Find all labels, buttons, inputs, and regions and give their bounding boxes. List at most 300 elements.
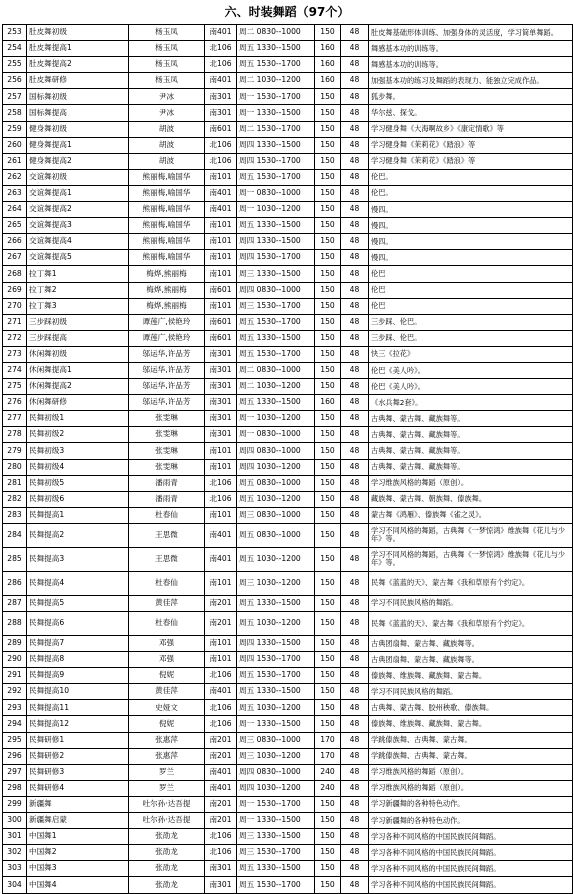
classroom: 南301 (205, 89, 237, 105)
teacher-name: 邬运华,许品芳 (129, 379, 205, 395)
course-description: 伦巴《美人吟》。 (369, 362, 573, 378)
course-number: 292 (3, 684, 27, 700)
table-row (3, 732, 573, 748)
teacher-name: 杜春仙 (129, 571, 205, 595)
teacher-name: 王思微 (129, 523, 205, 547)
teacher-name: 杨玉凤 (129, 25, 205, 41)
course-name: 休闲舞提高2 (27, 379, 129, 395)
table-row (3, 748, 573, 764)
course-description: 慢四。 (369, 202, 573, 218)
teacher-name: 熊丽梅,喻国华 (129, 218, 205, 234)
teacher-name: 黄佳萍 (129, 595, 205, 611)
classroom: 南301 (205, 395, 237, 411)
course-hours: 48 (341, 185, 369, 201)
table-row (3, 571, 573, 595)
table-row (3, 612, 573, 636)
course-hours: 48 (341, 829, 369, 845)
class-time: 周三 0830--1000 (237, 507, 315, 523)
course-description: 民舞《蓝蓝的天》、蒙古舞《我和草原有个约定》。 (369, 571, 573, 595)
course-description: 古典团扇舞、蒙古舞、藏族舞等。 (369, 652, 573, 668)
teacher-name: 梅烨,熊丽梅 (129, 266, 205, 282)
course-hours: 48 (341, 523, 369, 547)
course-number: 261 (3, 153, 27, 169)
course-hours: 48 (341, 105, 369, 121)
teacher-name: 杜春仙 (129, 507, 205, 523)
classroom: 南401 (205, 25, 237, 41)
course-description: 学习不同风格的舞蹈，古典舞《一梦惊鸿》维族舞《花儿与少年》等。 (369, 547, 573, 571)
course-description: 学习不同民族风格的舞蹈。 (369, 595, 573, 611)
class-time: 周三 1530--1700 (237, 845, 315, 861)
classroom: 南101 (205, 459, 237, 475)
course-hours: 48 (341, 153, 369, 169)
course-name: 交谊舞提高3 (27, 218, 129, 234)
class-time: 周四 1330--1500 (237, 636, 315, 652)
teacher-name: 胡波 (129, 137, 205, 153)
teacher-name: 杨玉凤 (129, 41, 205, 57)
course-name: 交谊舞提高4 (27, 234, 129, 250)
course-fee: 160 (315, 41, 341, 57)
course-number: 301 (3, 829, 27, 845)
course-hours: 48 (341, 379, 369, 395)
course-number: 278 (3, 427, 27, 443)
classroom: 南201 (205, 732, 237, 748)
course-fee: 150 (315, 89, 341, 105)
course-description: 古典舞、蒙古舞、藏族舞等。 (369, 443, 573, 459)
course-description: 古典舞、蒙古舞、藏族舞等。 (369, 427, 573, 443)
class-time: 周一 1530--1700 (237, 89, 315, 105)
table-row (3, 137, 573, 153)
course-fee: 150 (315, 491, 341, 507)
course-hours: 48 (341, 25, 369, 41)
course-number: 254 (3, 41, 27, 57)
class-time: 周五 0830--1000 (237, 475, 315, 491)
teacher-name: 倪妮 (129, 716, 205, 732)
course-name: 交谊舞初级 (27, 169, 129, 185)
course-hours: 48 (341, 764, 369, 780)
course-hours: 48 (341, 684, 369, 700)
course-number: 291 (3, 668, 27, 684)
course-number: 295 (3, 732, 27, 748)
classroom: 北106 (205, 829, 237, 845)
course-name: 三步踩初级 (27, 314, 129, 330)
course-fee: 150 (315, 523, 341, 547)
course-description: 学习新疆舞的各种特色动作。 (369, 813, 573, 829)
classroom: 南601 (205, 282, 237, 298)
class-time: 周三 1030--1200 (237, 748, 315, 764)
course-name: 民舞提高1 (27, 507, 129, 523)
class-time: 周五 1530--1700 (237, 668, 315, 684)
course-table (2, 24, 573, 894)
course-fee: 150 (315, 652, 341, 668)
course-number: 257 (3, 89, 27, 105)
teacher-name: 熊丽梅,喻国华 (129, 234, 205, 250)
teacher-name: 张劭龙 (129, 877, 205, 893)
table-row (3, 89, 573, 105)
course-hours: 48 (341, 41, 369, 57)
course-description: 学习健身舞《茉莉花》《踏浪》等 (369, 153, 573, 169)
course-name: 中国舞3 (27, 861, 129, 877)
course-fee: 150 (315, 684, 341, 700)
course-fee: 150 (315, 636, 341, 652)
teacher-name: 杨玉凤 (129, 73, 205, 89)
class-time: 周五 1330--1500 (237, 861, 315, 877)
teacher-name: 梅烨,熊丽梅 (129, 298, 205, 314)
classroom: 南201 (205, 813, 237, 829)
class-time: 周四 1330--1500 (237, 234, 315, 250)
class-time: 周五 1530--1700 (237, 314, 315, 330)
table-row (3, 813, 573, 829)
course-fee: 150 (315, 298, 341, 314)
course-number: 268 (3, 266, 27, 282)
classroom: 南101 (205, 298, 237, 314)
course-fee: 150 (315, 25, 341, 41)
course-number: 267 (3, 250, 27, 266)
course-name: 中国舞2 (27, 845, 129, 861)
course-description: 傣族舞、维族舞、藏族舞、蒙古舞。 (369, 716, 573, 732)
course-description: 伦巴 (369, 298, 573, 314)
table-row (3, 330, 573, 346)
course-name: 交谊舞提高1 (27, 185, 129, 201)
teacher-name: 杨玉凤 (129, 57, 205, 73)
course-hours: 48 (341, 427, 369, 443)
course-number: 262 (3, 169, 27, 185)
course-number: 271 (3, 314, 27, 330)
course-description: 学习维族风格的舞蹈（原创）。 (369, 780, 573, 796)
course-hours: 48 (341, 612, 369, 636)
course-fee: 240 (315, 780, 341, 796)
class-time: 周二 1030--1200 (237, 379, 315, 395)
course-description: 狐步舞。 (369, 89, 573, 105)
course-hours: 48 (341, 298, 369, 314)
course-description: 华尔兹、探戈。 (369, 105, 573, 121)
course-hours: 48 (341, 571, 369, 595)
teacher-name: 邓强 (129, 652, 205, 668)
teacher-name: 张惠萍 (129, 748, 205, 764)
table-row (3, 475, 573, 491)
course-fee: 150 (315, 861, 341, 877)
class-time: 周五 1330--1500 (237, 395, 315, 411)
class-time: 周二 1530--1700 (237, 121, 315, 137)
course-hours: 48 (341, 845, 369, 861)
course-name: 肚皮舞提高1 (27, 41, 129, 57)
class-time: 周五 1330--1500 (237, 595, 315, 611)
teacher-name: 王思微 (129, 547, 205, 571)
course-fee: 150 (315, 796, 341, 812)
course-hours: 48 (341, 459, 369, 475)
teacher-name: 熊丽梅,喻国华 (129, 185, 205, 201)
course-fee: 150 (315, 266, 341, 282)
class-time: 周三 1030--1200 (237, 571, 315, 595)
classroom: 北106 (205, 153, 237, 169)
course-fee: 150 (315, 829, 341, 845)
course-description: 慢四。 (369, 218, 573, 234)
course-hours: 48 (341, 346, 369, 362)
course-name: 拉丁舞3 (27, 298, 129, 314)
class-time: 周五 1030--1200 (237, 612, 315, 636)
table-row (3, 700, 573, 716)
class-time: 周四 1330--1500 (237, 137, 315, 153)
course-fee: 150 (315, 845, 341, 861)
teacher-name: 潘雨青 (129, 475, 205, 491)
teacher-name: 尹冰 (129, 89, 205, 105)
page-title: 六、时装舞蹈（97个） (224, 5, 350, 19)
table-row (3, 845, 573, 861)
course-name: 健身舞初级 (27, 121, 129, 137)
course-name: 三步踩提高 (27, 330, 129, 346)
classroom: 北106 (205, 57, 237, 73)
course-number: 287 (3, 595, 27, 611)
classroom: 南301 (205, 411, 237, 427)
course-description: 伦巴 (369, 282, 573, 298)
classroom: 北106 (205, 700, 237, 716)
class-time: 周一 1030--1200 (237, 411, 315, 427)
course-table-body (3, 25, 573, 894)
course-name: 健身舞提高1 (27, 137, 129, 153)
course-number: 273 (3, 346, 27, 362)
course-hours: 48 (341, 330, 369, 346)
course-name: 交谊舞提高5 (27, 250, 129, 266)
course-number: 270 (3, 298, 27, 314)
table-row (3, 153, 573, 169)
course-fee: 150 (315, 700, 341, 716)
course-hours: 48 (341, 202, 369, 218)
course-number: 282 (3, 491, 27, 507)
table-row (3, 234, 573, 250)
course-hours: 48 (341, 218, 369, 234)
course-number: 286 (3, 571, 27, 595)
course-hours: 48 (341, 121, 369, 137)
teacher-name: 邬运华,许品芳 (129, 395, 205, 411)
course-number: 302 (3, 845, 27, 861)
classroom: 南101 (205, 218, 237, 234)
course-fee: 160 (315, 73, 341, 89)
classroom: 北106 (205, 137, 237, 153)
teacher-name: 梅烨,熊丽梅 (129, 282, 205, 298)
course-description: 藏族舞、蒙古舞、朝族舞、傣族舞。 (369, 491, 573, 507)
course-fee: 150 (315, 153, 341, 169)
class-time: 周一 1530--1700 (237, 796, 315, 812)
table-row (3, 169, 573, 185)
course-name: 民舞提高8 (27, 652, 129, 668)
class-time: 周五 1530--1700 (237, 877, 315, 893)
course-number: 256 (3, 73, 27, 89)
classroom: 南401 (205, 764, 237, 780)
class-time: 周二 0830--1000 (237, 25, 315, 41)
course-description: 伦巴。 (369, 185, 573, 201)
course-name: 民舞提高7 (27, 636, 129, 652)
classroom: 南601 (205, 121, 237, 137)
course-fee: 150 (315, 379, 341, 395)
course-name: 民舞研修1 (27, 732, 129, 748)
class-time: 周五 1030--1200 (237, 700, 315, 716)
table-row (3, 595, 573, 611)
course-hours: 48 (341, 362, 369, 378)
course-name: 民舞提高12 (27, 716, 129, 732)
course-description: 三步踩、伦巴。 (369, 314, 573, 330)
course-number: 266 (3, 234, 27, 250)
course-name: 民舞初级1 (27, 411, 129, 427)
table-row (3, 507, 573, 523)
classroom: 北106 (205, 41, 237, 57)
course-hours: 48 (341, 314, 369, 330)
classroom: 南301 (205, 105, 237, 121)
teacher-name: 倪妮 (129, 668, 205, 684)
course-description: 学习各种不同风格的中国民族民间舞蹈。 (369, 845, 573, 861)
classroom: 南301 (205, 362, 237, 378)
course-name: 肚皮舞研修 (27, 73, 129, 89)
class-time: 周四 1030--1200 (237, 780, 315, 796)
class-time: 周五 1330--1500 (237, 330, 315, 346)
course-name: 肚皮舞初级 (27, 25, 129, 41)
classroom: 北106 (205, 491, 237, 507)
course-description: 三步踩、伦巴。 (369, 330, 573, 346)
course-hours: 48 (341, 475, 369, 491)
course-number: 269 (3, 282, 27, 298)
table-row (3, 764, 573, 780)
course-fee: 150 (315, 668, 341, 684)
course-name: 民舞提高9 (27, 668, 129, 684)
course-fee: 150 (315, 105, 341, 121)
course-fee: 150 (315, 137, 341, 153)
course-number: 290 (3, 652, 27, 668)
teacher-name: 邓强 (129, 636, 205, 652)
course-number: 253 (3, 25, 27, 41)
course-description: 蒙古舞《鸿雁》、傣族舞《雀之灵》。 (369, 507, 573, 523)
course-fee: 150 (315, 185, 341, 201)
teacher-name: 熊丽梅,喻国华 (129, 250, 205, 266)
classroom: 南101 (205, 234, 237, 250)
course-hours: 48 (341, 491, 369, 507)
class-time: 周四 1530--1700 (237, 153, 315, 169)
course-description: 古典舞、蒙古舞、藏族舞等。 (369, 459, 573, 475)
teacher-name: 张劭龙 (129, 845, 205, 861)
teacher-name: 罗兰 (129, 780, 205, 796)
course-number: 255 (3, 57, 27, 73)
class-time: 周一 0830--1000 (237, 427, 315, 443)
class-time: 周二 0830--1000 (237, 362, 315, 378)
course-name: 民舞提高4 (27, 571, 129, 595)
class-time: 周一 1330--1500 (237, 716, 315, 732)
class-time: 周三 1330--1500 (237, 266, 315, 282)
course-description: 学习维族风格的舞蹈（原创）。 (369, 475, 573, 491)
table-row (3, 266, 573, 282)
course-number: 284 (3, 523, 27, 547)
course-number: 280 (3, 459, 27, 475)
course-hours: 48 (341, 636, 369, 652)
course-number: 281 (3, 475, 27, 491)
course-fee: 150 (315, 427, 341, 443)
course-description: 古典团扇舞、蒙古舞、藏族舞等。 (369, 636, 573, 652)
course-fee: 170 (315, 748, 341, 764)
course-fee: 150 (315, 443, 341, 459)
table-row (3, 346, 573, 362)
course-hours: 48 (341, 547, 369, 571)
course-fee: 150 (315, 595, 341, 611)
course-hours: 48 (341, 748, 369, 764)
course-description: 慢四。 (369, 234, 573, 250)
teacher-name: 史娅文 (129, 700, 205, 716)
course-description: 伦巴 (369, 266, 573, 282)
course-description: 伦巴。 (369, 169, 573, 185)
classroom: 南401 (205, 684, 237, 700)
course-name: 休闲舞初级 (27, 346, 129, 362)
course-description: 学习维族风格的舞蹈（原创）。 (369, 764, 573, 780)
classroom: 南401 (205, 185, 237, 201)
course-name: 新疆舞启蒙 (27, 813, 129, 829)
classroom: 南401 (205, 202, 237, 218)
course-name: 民舞初级6 (27, 491, 129, 507)
table-row (3, 877, 573, 893)
course-name: 民舞研修2 (27, 748, 129, 764)
course-number: 288 (3, 612, 27, 636)
course-description: 学跳傣族舞、古典舞、蒙古舞。 (369, 732, 573, 748)
course-number: 263 (3, 185, 27, 201)
classroom: 南201 (205, 796, 237, 812)
classroom: 南201 (205, 612, 237, 636)
course-hours: 48 (341, 595, 369, 611)
course-number: 300 (3, 813, 27, 829)
class-time: 周一 1030--1200 (237, 202, 315, 218)
classroom: 南601 (205, 330, 237, 346)
course-description: 学习健身舞《大海啊故乡》《康定情歌》等 (369, 121, 573, 137)
course-hours: 48 (341, 73, 369, 89)
teacher-name: 张雯琳 (129, 411, 205, 427)
course-fee: 150 (315, 169, 341, 185)
course-number: 272 (3, 330, 27, 346)
teacher-name: 张雯琳 (129, 459, 205, 475)
course-name: 国标舞提高 (27, 105, 129, 121)
course-description: 《水兵舞2套》。 (369, 395, 573, 411)
course-number: 293 (3, 700, 27, 716)
course-fee: 150 (315, 234, 341, 250)
course-name: 民舞研修4 (27, 780, 129, 796)
course-name: 休闲舞研修 (27, 395, 129, 411)
table-row (3, 443, 573, 459)
course-name: 肚皮舞提高2 (27, 57, 129, 73)
course-hours: 48 (341, 137, 369, 153)
course-name: 民舞提高5 (27, 595, 129, 611)
course-description: 加强基本功的练习及舞蹈的表现力、能独立完成作品。 (369, 73, 573, 89)
teacher-name: 张雯琳 (129, 443, 205, 459)
course-description: 学习新疆舞的各种特色动作。 (369, 796, 573, 812)
class-time: 周一 1330--1500 (237, 813, 315, 829)
table-row (3, 282, 573, 298)
course-name: 民舞提高2 (27, 523, 129, 547)
course-hours: 48 (341, 234, 369, 250)
course-number: 303 (3, 861, 27, 877)
table-row (3, 459, 573, 475)
course-hours: 48 (341, 266, 369, 282)
course-fee: 240 (315, 764, 341, 780)
course-hours: 48 (341, 443, 369, 459)
course-fee: 150 (315, 877, 341, 893)
table-row (3, 684, 573, 700)
course-number: 298 (3, 780, 27, 796)
table-row (3, 105, 573, 121)
classroom: 南401 (205, 780, 237, 796)
classroom: 南401 (205, 73, 237, 89)
course-fee: 150 (315, 813, 341, 829)
course-number: 283 (3, 507, 27, 523)
course-fee: 150 (315, 459, 341, 475)
class-time: 周四 0830--1000 (237, 282, 315, 298)
table-row (3, 861, 573, 877)
course-name: 拉丁舞2 (27, 282, 129, 298)
table-row (3, 41, 573, 57)
class-time: 周三 1330--1500 (237, 829, 315, 845)
classroom: 南201 (205, 595, 237, 611)
course-name: 交谊舞提高2 (27, 202, 129, 218)
